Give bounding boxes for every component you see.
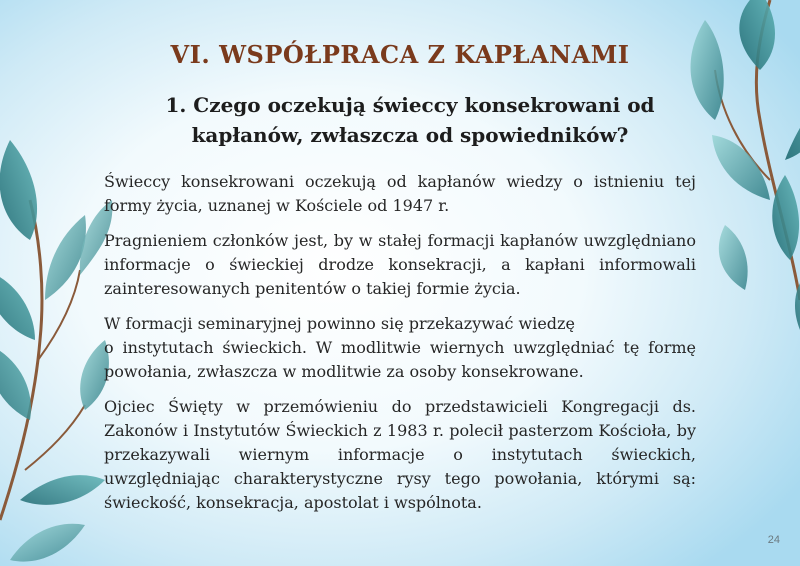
- page-number: 24: [767, 534, 780, 546]
- answer-body: [104, 170, 696, 526]
- paragraph-1: Świeccy konsekrowani oczekują od kapłanów wiedzy o istnieniu tej formy życia, uznanej w Kościele od 1947 r.: [104, 172, 696, 215]
- question-heading-line-2: kapłanów, zwłaszcza od spowiedników?: [191, 123, 629, 147]
- paragraph-2: Pragnieniem członków jest, by w stałej formacji kapłanów uwzględniano informacje o świeckiej drodze konsekracji, a kapłani informowali zainteresowanych penitentów o takiej formie życia.: [104, 231, 696, 298]
- paragraph-4: Ojciec Święty w przemówieniu do przedstawicieli Kongregacji ds. Zakonów i Instytutów Świeckich z 1983 r. polecił pasterzom Kościoła, by przekazywali wiernym informacje o instytutach świeckich, uwzględniając charakterystyczne rysy tego powołania, którymi są: świeckość, konsekracja, apostolat i wspólnota.: [104, 397, 696, 512]
- slide-title: VI. WSPÓŁPRACA Z KAPŁANAMI: [170, 40, 630, 69]
- question-heading: [140, 90, 680, 150]
- paragraph-3-line-1: W formacji seminaryjnej powinno się przekazywać wiedzę: [104, 314, 575, 333]
- paragraph-3-rest: o instytutach świeckich. W modlitwie wiernych uwzględniać tę formę powołania, zwłaszcza w modlitwie za osoby konsekrowane.: [104, 338, 696, 381]
- question-heading-line-1: 1. Czego oczekują świeccy konsekrowani od: [165, 93, 655, 117]
